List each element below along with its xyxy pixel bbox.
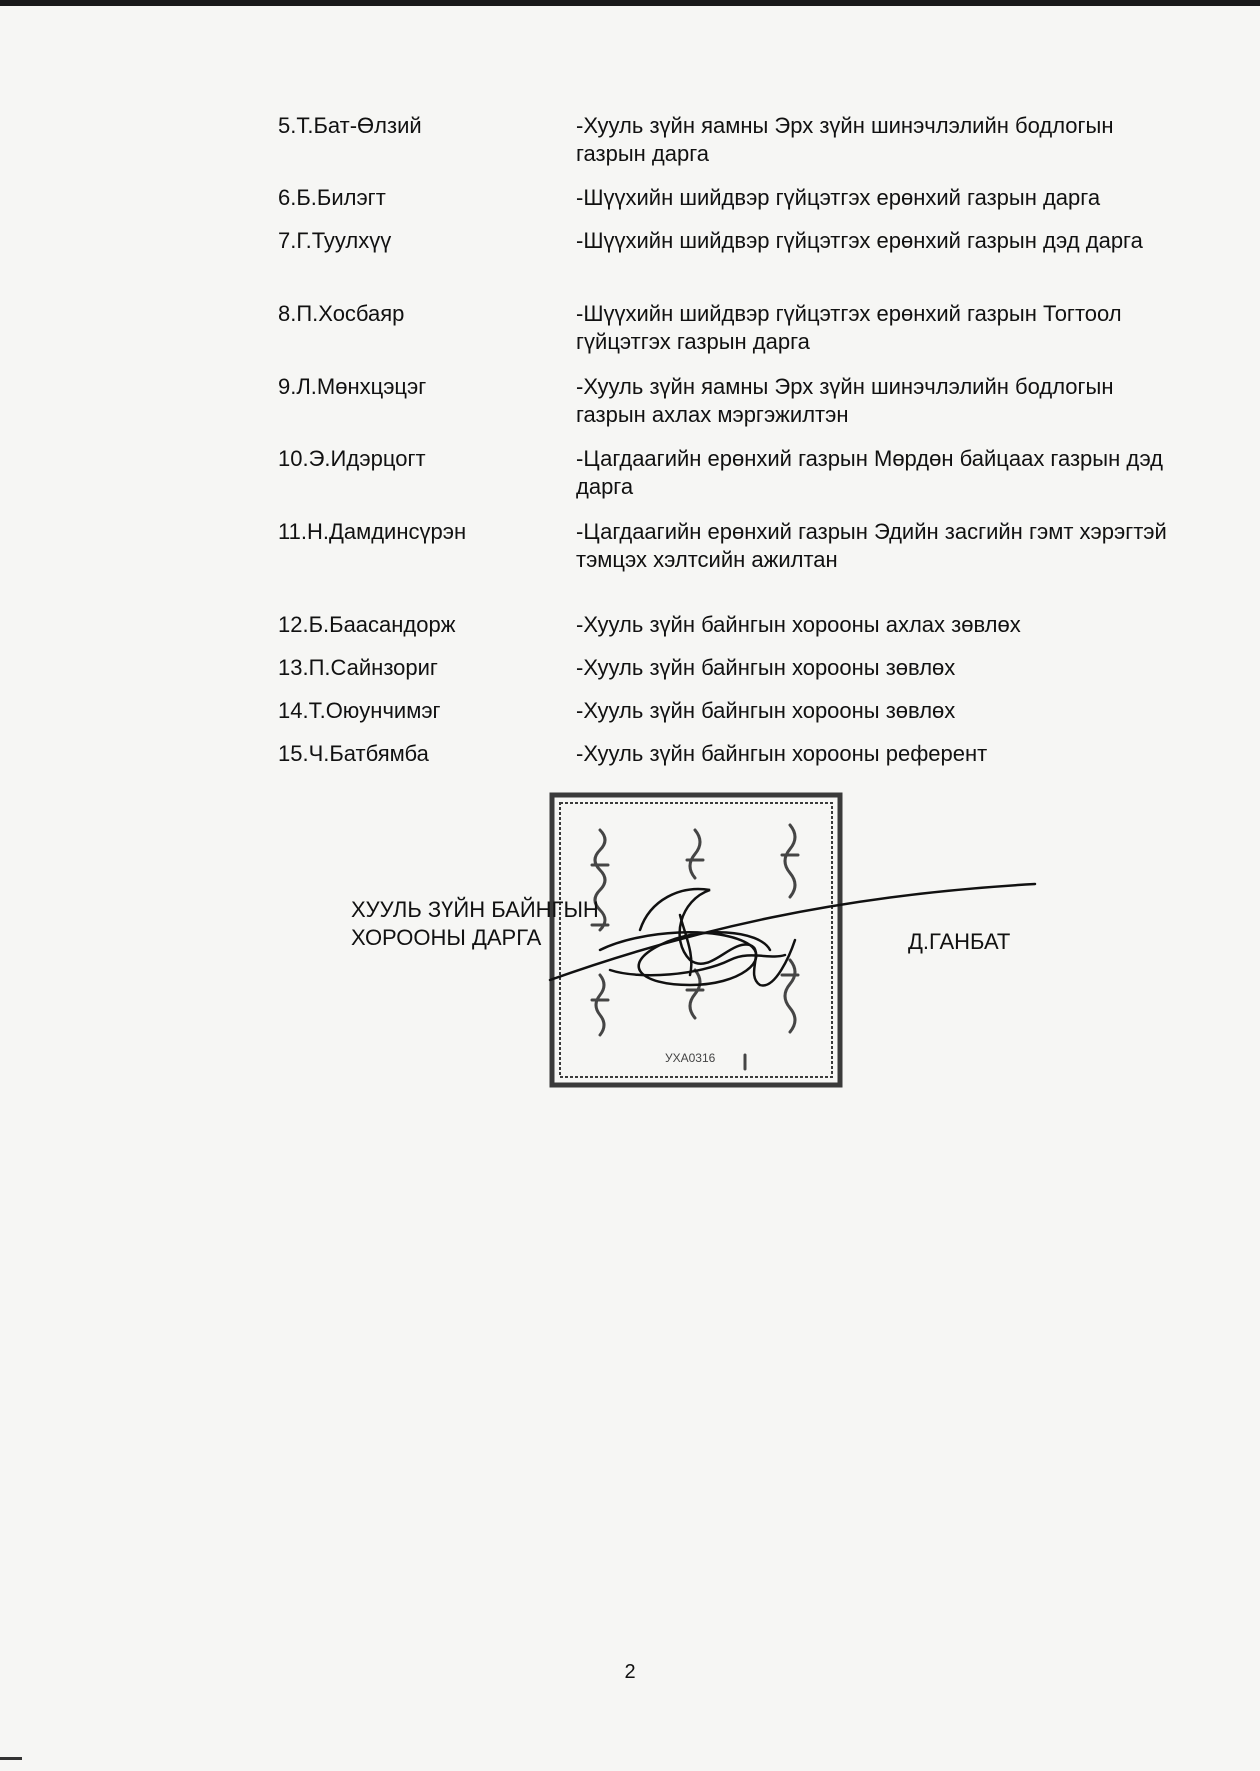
member-role: -Цагдаагийн ерөнхий газрын Эдийн засгийн гэмт хэрэгтэй тэмцэх хэлтсийн ажилтан	[576, 519, 1167, 572]
member-role: -Хууль зүйн байнгын хорооны референт	[576, 741, 988, 766]
member-row	[278, 227, 1178, 300]
member-name: 9.Л.Мөнхцэцэг	[278, 374, 427, 399]
member-row	[278, 654, 1178, 697]
member-role: -Хууль зүйн яамны Эрх зүйн шинэчлэлийн бодлогын газрын ахлах мэргэжилтэн	[576, 374, 1114, 427]
member-row	[278, 697, 1178, 740]
member-row	[278, 518, 1178, 611]
member-row	[278, 611, 1178, 654]
member-role: -Шүүхийн шийдвэр гүйцэтгэх ерөнхий газрын Тогтоол гүйцэтгэх газрын дарга	[576, 301, 1122, 354]
member-row	[278, 300, 1178, 373]
member-role: -Хууль зүйн яамны Эрх зүйн шинэчлэлийн бодлогын газрын дарга	[576, 113, 1114, 166]
member-row	[278, 740, 1178, 780]
member-row	[278, 445, 1178, 518]
chair-title-line2: ХОРООНЫ ДАРГА	[351, 925, 542, 950]
member-name: 7.Г.Туулхүү	[278, 228, 392, 253]
member-name: 11.Н.Дамдинсүрэн	[278, 519, 467, 544]
member-row	[278, 112, 1178, 184]
page-number: 2	[624, 1661, 636, 1683]
member-role: -Хууль зүйн байнгын хорооны зөвлөх	[576, 698, 956, 723]
scan-bottom-mark	[0, 1757, 22, 1760]
handwritten-signature	[540, 870, 1040, 1000]
member-name: 13.П.Сайнзориг	[278, 655, 438, 680]
member-name: 8.П.Хосбаяр	[278, 301, 405, 326]
member-name: 15.Ч.Батбямба	[278, 741, 429, 766]
member-list	[278, 112, 1178, 780]
member-role: -Хууль зүйн байнгын хорооны ахлах зөвлөх	[576, 612, 1021, 637]
scan-top-edge	[0, 0, 1260, 6]
member-row	[278, 184, 1178, 227]
member-row	[278, 373, 1178, 445]
member-name: 6.Б.Билэгт	[278, 185, 386, 210]
member-role: -Шүүхийн шийдвэр гүйцэтгэх ерөнхий газрын дарга	[576, 185, 1101, 210]
member-name: 10.Э.Идэрцогт	[278, 446, 426, 471]
chair-name: Д.ГАНБАТ	[908, 929, 1011, 954]
seal-code: УХА0316	[665, 1051, 716, 1065]
member-role: -Цагдаагийн ерөнхий газрын Мөрдөн байцаах газрын дэд дарга	[576, 446, 1164, 499]
member-role: -Шүүхийн шийдвэр гүйцэтгэх ерөнхий газрын дэд дарга	[576, 228, 1143, 253]
member-role: -Хууль зүйн байнгын хорооны зөвлөх	[576, 655, 956, 680]
member-name: 5.Т.Бат-Өлзий	[278, 113, 422, 138]
member-name: 14.Т.Оюунчимэг	[278, 698, 441, 723]
member-name: 12.Б.Баасандорж	[278, 612, 456, 637]
chair-title-line1: ХУУЛЬ ЗҮЙН БАЙНГЫН	[351, 897, 599, 922]
